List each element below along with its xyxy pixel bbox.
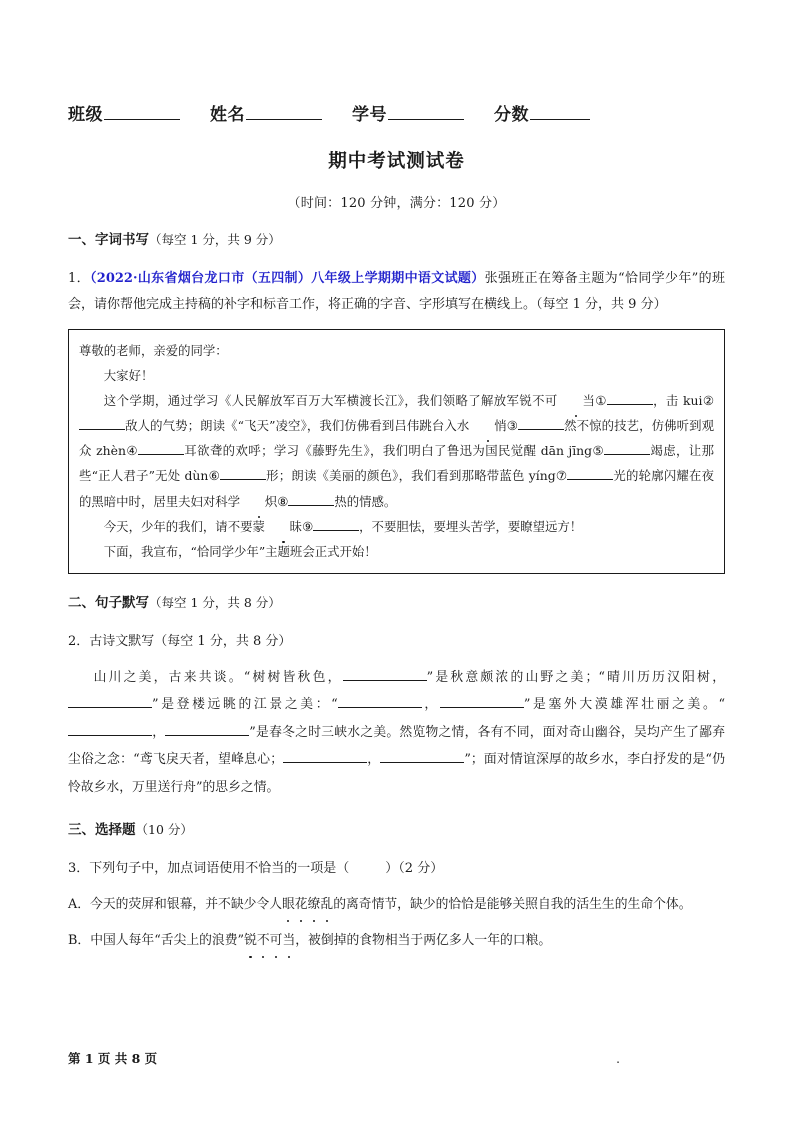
dot-char-4: 乱 [320, 893, 333, 918]
name-label: 姓名 [210, 105, 245, 125]
class-blank[interactable] [104, 103, 180, 120]
passage-p1-mark6: ⑥ [208, 468, 220, 484]
dictation-blank-6[interactable] [165, 723, 249, 736]
dot-char-2: 花 [295, 893, 308, 918]
dictation-t1: 山川之美，古来共谈。“树树皆秋色， [93, 669, 343, 685]
question-1 [68, 266, 725, 318]
dictation-t8: ， [367, 752, 381, 768]
section-heading-2 [68, 593, 725, 615]
passage-p2-mark9: ⑨ [302, 518, 314, 534]
section-heading-1 [68, 230, 725, 252]
class-label: 班级 [68, 105, 103, 125]
passage-hello: 大家好！ [103, 367, 154, 383]
name-field [210, 100, 322, 125]
dictation-blank-7[interactable] [283, 750, 367, 763]
section-heading-3 [68, 820, 725, 842]
question-3-stem-end: ）（2 分） [385, 860, 444, 876]
option-b-letter: B． [68, 932, 91, 948]
score-label: 分数 [494, 105, 529, 125]
student-id-field [352, 100, 464, 125]
passage-p2-a: 今天，少年的我们，请不要蒙 [103, 518, 265, 534]
passage-p1-mark5: ⑤ [592, 443, 605, 459]
passage-p1-mark7: ⑦ [555, 468, 568, 484]
emphasis-dot-chi: 炽 [240, 489, 277, 514]
answer-blank-3[interactable] [518, 417, 564, 430]
dot-char-2: 不 [257, 929, 270, 954]
dictation-t6: ， [152, 724, 166, 740]
passage-paragraph-1 [79, 388, 714, 514]
section-3-note: （10 分） [135, 822, 193, 838]
question-3 [68, 856, 725, 882]
dictation-blank-5[interactable] [68, 723, 152, 736]
dictation-t3: ”是登楼远眺的江景之美：“ [152, 697, 338, 713]
page-footer [68, 1049, 725, 1067]
emphasis-dot-dang: 当 [558, 388, 595, 413]
passage-p1-d: 然不惊的技艺，仿佛听到观众 zhèn [79, 418, 715, 459]
answer-blank-6[interactable] [220, 468, 266, 481]
passage-box [68, 329, 725, 575]
section-2-title: 二、句子默写 [68, 595, 149, 612]
dot-char-3: 缭 [308, 893, 321, 918]
dot-char-3: 可 [270, 929, 283, 954]
paper-subtitle: （时间：120 分钟，满分：120 分） [287, 196, 506, 211]
dictation-blank-8[interactable] [380, 750, 464, 763]
passage-p1-mark8: ⑧ [277, 493, 289, 509]
student-id-label: 学号 [352, 105, 387, 125]
emphasis-dot-qiao: 悄 [469, 413, 506, 438]
dot-char-1: 眼 [282, 893, 295, 918]
question-2-number: 2． [68, 633, 90, 649]
footer-right-mark: . [616, 1052, 620, 1066]
dictation-blank-4[interactable] [440, 695, 524, 708]
dictation-blank-1[interactable] [343, 668, 427, 681]
name-blank[interactable] [246, 103, 322, 120]
passage-p1-mark2: ② [702, 392, 714, 408]
passage-p2-b: ，不要胆怯，要埋头苦学，要瞭望远方！ [359, 518, 583, 534]
option-b[interactable] [68, 929, 725, 954]
question-1-points: （每空 1 分，共 9 分） [536, 296, 667, 312]
student-id-blank[interactable] [388, 103, 464, 120]
passage-p1-h: 光的轮廓闪耀在夜的黑暗中时，居里夫妇对科学 [79, 468, 715, 509]
student-identity-line [68, 100, 725, 125]
answer-blank-1[interactable] [607, 392, 653, 405]
option-b-dotted-phrase [244, 933, 295, 948]
passage-p1-f: 竭虑，让那些“正人君子”无处 dùn [79, 443, 714, 484]
dictation-t7: ”是春冬之时三峡水之美。然览物之情，各有不同，面对奇山幽谷，吴均产生了鄙弃尘俗之念：“鸢飞戾天者，望峰息心； [68, 724, 726, 768]
class-field [68, 100, 180, 125]
passage-p1-mark1: ① [594, 392, 607, 408]
dot-char-4: 当 [282, 929, 295, 954]
option-a-letter: A． [68, 896, 91, 912]
passage-p1-c: 敌人的气势；朗读《“飞天”凌空》，我们仿佛看到吕伟跳台入水 [125, 418, 470, 434]
section-2-note: （每空 1 分，共 8 分） [149, 595, 281, 611]
passage-greeting: 尊敬的老师，亲爱的同学： [79, 342, 228, 358]
dictation-blank-3[interactable] [338, 695, 422, 708]
answer-blank-7[interactable] [567, 468, 613, 481]
passage-p1-mark4: ④ [125, 443, 138, 459]
passage-p1-i: 热的情感。 [334, 493, 397, 509]
answer-blank-8[interactable] [288, 493, 334, 506]
question-1-number: 1． [68, 270, 90, 286]
passage-p1-g: 形；朗读《美丽的颜色》，我们看到那略带蓝色 yíng [265, 468, 556, 484]
dictation-t5: ”是塞外大漠雄浑壮丽之美。“ [523, 697, 725, 713]
dictation-paragraph [68, 664, 725, 802]
option-a-text-a: 今天的荧屏和银幕，并不缺少令人 [90, 896, 282, 912]
dictation-t9: ”；面对情谊深厚的故乡水，李白抒发的是“仍怜故乡水，万里送行舟”的思乡之情。 [68, 752, 725, 795]
page-title: 期中考试测试卷 [328, 151, 465, 172]
passage-paragraph-3: 下面，我宣布，“恰同学少年”主题班会正式开始！ [103, 543, 377, 559]
question-1-stem: 张强班正在筹备主题为“恰同学少年”的班会，请你帮他完成主持稿的补字和标音工作，将正确的字音、字形填写在横线上。 [68, 270, 725, 312]
option-b-text-a: 中国人每年“舌尖上的浪费” [90, 932, 245, 948]
option-a[interactable] [68, 893, 725, 918]
option-a-text-b: 的离奇情节，缺少的恰恰是能够关照自我的活生生的生命个体。 [333, 896, 692, 912]
dictation-blank-2[interactable] [68, 695, 152, 708]
passage-p1-mark3: ③ [506, 418, 518, 434]
section-1-note: （每空 1 分，共 9 分） [149, 232, 281, 247]
question-2-stem: 古诗文默写（每空 1 分，共 8 分） [89, 633, 292, 649]
page-number-label: 第 1 页 共 8 页 [68, 1051, 158, 1066]
answer-blank-5[interactable] [604, 443, 650, 456]
dictation-text [68, 664, 725, 802]
answer-blank-9[interactable] [313, 518, 359, 531]
dictation-t2: ”是秋意颇浓的山野之美；“晴川历历汉阳树， [426, 669, 725, 685]
question-1-source: （2022·山东省烟台龙口市（五四制）八年级上学期期中语文试题） [89, 270, 485, 286]
passage-p1-b: ，击 kui [652, 392, 703, 408]
passage-p1-a: 这个学期，通过学习《人民解放军百万大军横渡长江》，我们领略了解放军锐不可 [103, 392, 558, 408]
score-field [494, 100, 590, 125]
question-3-number: 3． [68, 860, 90, 876]
answer-blank-4[interactable] [138, 443, 184, 456]
emphasis-dot-mei: 昧 [265, 514, 302, 539]
passage-paragraph-2 [79, 514, 714, 539]
dictation-t4: ， [421, 697, 440, 713]
section-3-title: 三、选择题 [68, 822, 136, 839]
passage-p1-e: 耳欲聋的欢呼；学习《藤野先生》，我们明白了鲁迅为国民觉醒 dān jīng [183, 443, 593, 459]
score-blank[interactable] [530, 103, 590, 120]
answer-blank-2[interactable] [79, 417, 125, 430]
question-3-stem: 下列句子中，加点词语使用不恰当的一项是（ [89, 860, 350, 876]
option-a-dotted-phrase [282, 897, 333, 912]
question-2 [68, 629, 725, 655]
option-b-text-b: ，被倒掉的食物相当于两亿多人一年的口粮。 [295, 932, 552, 948]
dot-char-1: 锐 [244, 929, 257, 954]
section-1-title: 一、字词书写 [68, 232, 149, 248]
